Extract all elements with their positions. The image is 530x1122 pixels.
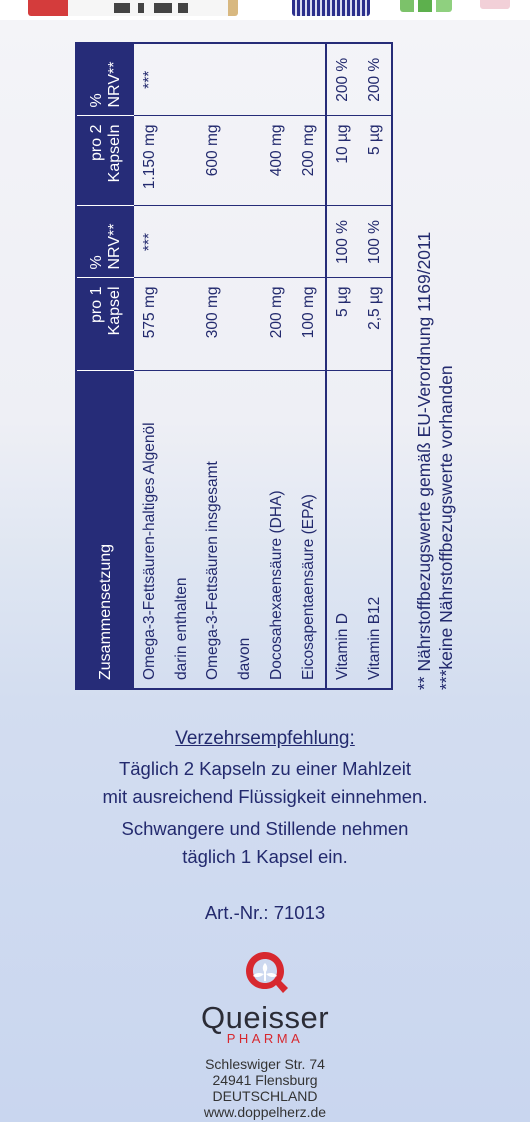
package-top-red bbox=[28, 0, 238, 16]
header-nrv1: % NRV** bbox=[76, 206, 134, 278]
row-name: Vitamin B12 bbox=[365, 596, 383, 680]
header-pro2: pro 2 Kapseln bbox=[76, 116, 134, 206]
table-header-row bbox=[76, 43, 134, 689]
table-row bbox=[197, 43, 229, 689]
row-nrv1: *** bbox=[134, 206, 166, 278]
row-nrv1: 100 % bbox=[326, 206, 359, 278]
row-name: Omega-3-Fettsäuren insgesamt bbox=[204, 461, 222, 680]
row-name: Vitamin D bbox=[326, 371, 359, 689]
row-p2 bbox=[229, 116, 261, 206]
nutrition-table-rotated bbox=[75, 44, 393, 690]
verzehr-line3: Schwangere und Stillende nehmen bbox=[121, 818, 409, 839]
queisser-leaf-logo-icon bbox=[236, 950, 294, 1000]
row-nrv2 bbox=[229, 43, 261, 116]
brand-sub: PHARMA bbox=[226, 1031, 304, 1046]
table-row bbox=[261, 43, 293, 689]
footnote-nrv: ** Nährstoffbezugswerte gemäß EU-Verordnung 1169/2011 bbox=[414, 231, 434, 690]
row-nrv2: 200 % bbox=[326, 43, 359, 116]
verzehr-line2: mit ausreichend Flüssigkeit einnehmen. bbox=[102, 786, 428, 807]
row-p2: 600 mg bbox=[197, 116, 229, 206]
table-row bbox=[359, 43, 392, 689]
nutrition-table bbox=[75, 42, 393, 690]
table-row bbox=[134, 43, 166, 689]
package-top-blue bbox=[292, 0, 370, 16]
row-nrv2: 200 % bbox=[359, 43, 392, 116]
article-number: Art.-Nr.: 71013 bbox=[204, 902, 326, 923]
row-nrv1 bbox=[229, 206, 261, 278]
row-p2: 10 µg bbox=[326, 116, 359, 206]
package-top-green bbox=[400, 0, 452, 12]
header-nrv2: % NRV** bbox=[76, 43, 134, 116]
row-name: Eicosapentaensäure (EPA) bbox=[299, 494, 317, 680]
row-nrv2 bbox=[261, 43, 293, 116]
row-p2: 200 mg bbox=[293, 116, 326, 206]
row-nrv2 bbox=[197, 43, 229, 116]
row-p1: 200 mg bbox=[261, 278, 293, 371]
address-line2: 24941 Flensburg bbox=[212, 1072, 318, 1088]
footnotes-rotated bbox=[413, 130, 457, 690]
row-p1: 575 mg bbox=[134, 278, 166, 371]
row-p2: 400 mg bbox=[261, 116, 293, 206]
row-name: Docosahexaensäure (DHA) bbox=[267, 490, 285, 680]
row-nrv1 bbox=[293, 206, 326, 278]
row-nrv2: *** bbox=[134, 43, 166, 116]
row-nrv1 bbox=[197, 206, 229, 278]
row-nrv2 bbox=[293, 43, 326, 116]
row-nrv1: 100 % bbox=[359, 206, 392, 278]
row-p1 bbox=[166, 278, 198, 371]
verzehr-title: Verzehrsempfehlung: bbox=[175, 728, 355, 749]
row-p2 bbox=[166, 116, 198, 206]
row-name: darin enthalten bbox=[172, 577, 190, 680]
row-p1 bbox=[229, 278, 261, 371]
header-pro1: pro 1 Kapsel bbox=[76, 278, 134, 371]
row-name: davon bbox=[235, 637, 253, 680]
row-nrv1 bbox=[166, 206, 198, 278]
footnote-none: ***keine Nährstoffbezugswerte vorhanden bbox=[436, 365, 456, 690]
table-row bbox=[326, 43, 359, 689]
address-line1: Schleswiger Str. 74 bbox=[205, 1056, 325, 1072]
top-product-strip bbox=[0, 0, 530, 20]
table-row bbox=[293, 43, 326, 689]
address-line3: DEUTSCHLAND bbox=[212, 1088, 318, 1104]
row-p1: 2,5 µg bbox=[359, 278, 392, 371]
verzehr-line4: täglich 1 Kapsel ein. bbox=[182, 846, 348, 867]
row-p1: 5 µg bbox=[326, 278, 359, 371]
header-zusammensetzung: Zusammensetzung bbox=[76, 371, 134, 689]
website: www.doppelherz.de bbox=[203, 1104, 327, 1120]
row-name: Omega-3-Fettsäuren-haltiges Algenöl bbox=[140, 422, 158, 680]
package-top-pink bbox=[480, 0, 510, 9]
row-p2: 1.150 mg bbox=[134, 116, 166, 206]
row-nrv2 bbox=[166, 43, 198, 116]
verzehr-line1: Täglich 2 Kapseln zu einer Mahlzeit bbox=[118, 758, 412, 779]
table-row bbox=[166, 43, 198, 689]
row-p2: 5 µg bbox=[359, 116, 392, 206]
row-p1: 300 mg bbox=[197, 278, 229, 371]
table-row bbox=[229, 43, 261, 689]
row-nrv1 bbox=[261, 206, 293, 278]
row-p1: 100 mg bbox=[293, 278, 326, 371]
brand-name: Queisser bbox=[200, 1000, 330, 1035]
